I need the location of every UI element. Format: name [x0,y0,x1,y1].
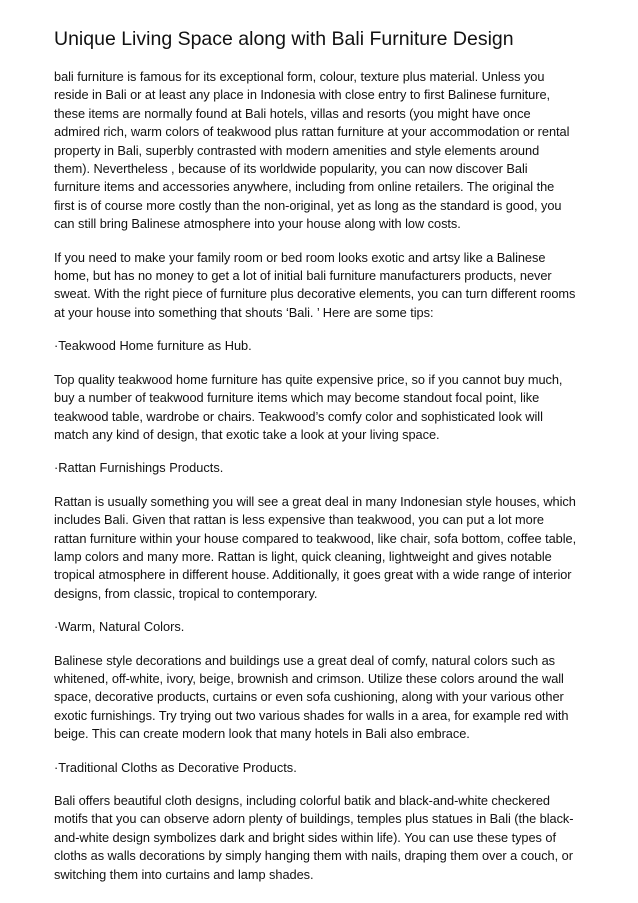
text-line: Balinese style decorations and buildings use a great deal of comfy, natural colors such as [54,652,556,668]
text-line: these items are normally found at Bali hotels, villas and resorts (you might have once [54,105,531,121]
text-line: teakwood table, wardrobe or chairs. Teakwood’s comfy color and sophisticated look will [54,408,543,424]
tip-heading-rattan: ·Rattan Furnishings Products. [54,460,224,476]
text-line: cloths as walls decorations by simply hanging them with nails, draping them over a couch, or [54,848,573,864]
text-line: switching them into curtains and lamp shades. [54,866,314,882]
text-line: them). Nevertheless , because of its worldwide popularity, you can now discover Bali [54,161,528,177]
tip-heading-cloths: ·Traditional Cloths as Decorative Products. [54,759,297,775]
text-line: beige. This can create modern look that many hotels in Bali also embrace. [54,726,470,742]
text-line: whitened, off-white, ivory, beige, brownish and crimson. Utilize these colors around the wall [54,670,564,686]
tip-body-teakwood [54,371,586,445]
tip-heading-colors: ·Warm, Natural Colors. [54,619,185,635]
text-line: property in Bali, superbly contrasted with modern amenities and style elements around [54,142,540,158]
text-line: reside in Bali or at least any place in Indonesia with close entry to first Balinese furniture, [54,87,551,103]
text-line: tropical atmosphere in different house. Additionally, it goes great with a wide range of interior [54,567,572,583]
text-line: includes Bali. Given that rattan is less expensive than teakwood, you can put a lot more [54,512,544,528]
text-line: lamp colors and many more. Rattan is light, quick cleaning, lightweight and gives notable [54,548,552,564]
text-line: match any kind of design, that exotic take a look at your living space. [54,426,440,442]
text-line: bali furniture is famous for its exceptional form, colour, texture plus material. Unless you [54,69,545,84]
tip-heading-teakwood: ·Teakwood Home furniture as Hub. [54,338,252,354]
text-line: sweat. With the right piece of furniture plus decorative elements, you can turn different rooms [54,286,576,302]
tip-body-colors [54,652,586,744]
text-line: rattan furniture within your house compared to teakwood, like chair, sofa bottom, coffee table, [54,530,577,546]
document-page [54,26,586,899]
text-line: space, decorative products, curtains or even sofa cushioning, along with your various other [54,689,564,705]
tips-intro-paragraph [54,249,586,323]
text-line: admired rich, warm colors of teakwood plus rattan furniture at your accommodation or rental [54,124,570,140]
text-line: exotic furnishings. Try trying out two various shades for walls in a area, for example red with [54,707,569,723]
text-line: designs, from classic, tropical to contemporary. [54,585,318,601]
text-line: and-white design symbolizes dark and bright sides within life). You can use these types of [54,829,556,845]
text-line: If you need to make your family room or bed room looks exotic and artsy like a Balinese [54,249,546,265]
tip-body-cloths [54,792,586,884]
text-line: home, but has no money to get a lot of initial bali furniture manufacturers products, never [54,268,552,284]
text-line: Rattan is usually something you will see a great deal in many Indonesian style houses, which [54,493,576,509]
text-line: Bali offers beautiful cloth designs, including colorful batik and black-and-white checkered [54,793,551,808]
intro-paragraph [54,68,586,234]
text-line: motifs that you can observe adorn plenty of buildings, temples plus statues in Bali (the black- [54,811,574,827]
text-line: buy a number of teakwood furniture items which may become standout focal point, like [54,390,540,406]
text-line: furniture items and accessories anywhere, including from online retailers. The original the [54,179,555,195]
text-line: at your house into something that shouts ‘Bali. ’ Here are some tips: [54,304,434,320]
text-line: first is of course more costly than the non-original, yet as long as the standard is good, you [54,197,562,213]
text-line: Top quality teakwood home furniture has quite expensive price, so if you cannot buy much, [54,371,563,387]
tip-body-rattan [54,493,586,603]
document-title: Unique Living Space along with Bali Furniture Design [54,28,514,50]
text-line: can still bring Balinese atmosphere into your house along with low costs. [54,216,461,232]
